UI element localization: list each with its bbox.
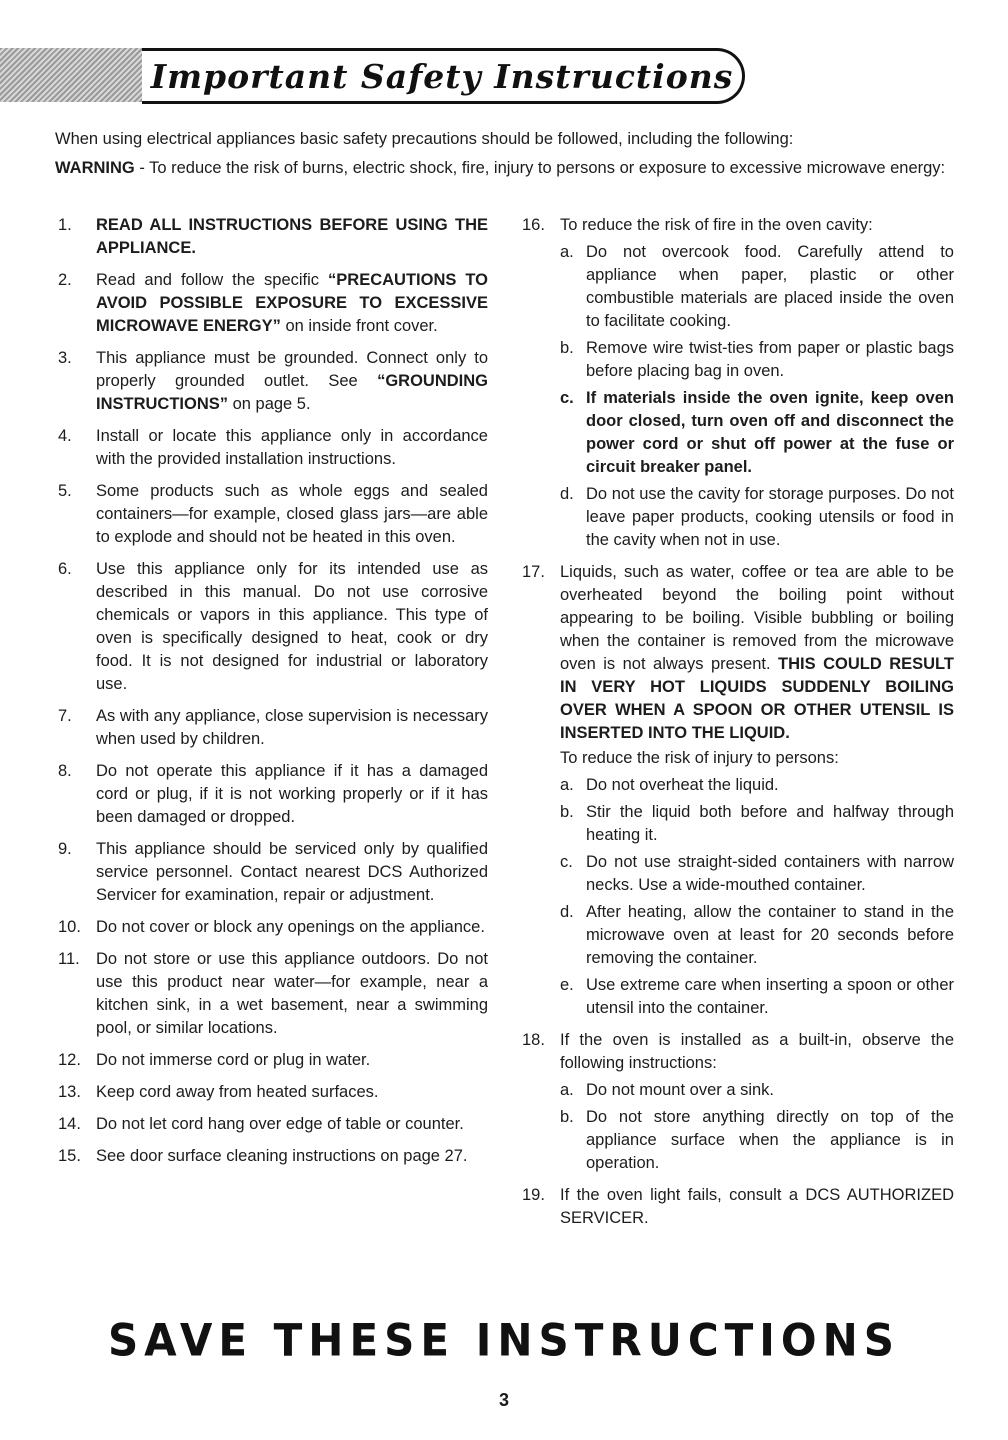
sub-item: b. Stir the liquid both before and halfway through heating it. (560, 803, 954, 844)
list-item: 14. Do not let cord hang over edge of table or counter. (58, 1115, 464, 1133)
sub-item: c. If materials inside the oven ignite, keep oven door closed, turn oven off and disconnect the power cord or shut off power at the fuse or circuit breaker panel. (560, 389, 954, 476)
right-column (522, 214, 954, 1239)
intro (55, 128, 960, 186)
list-item: 19. If the oven light fails, consult a DCS AUTHORIZED SERVICER. (522, 1186, 954, 1227)
list-item: 11. Do not store or use this appliance outdoors. Do not use this product near water—for example, near a kitchen sink, in a wet basement, near a swimming pool, or similar locations. (58, 950, 488, 1037)
list-item: 9. This appliance should be serviced only by qualified service personnel. Contact nearest DCS Authorized Servicer for examination, repair or adjustment. (58, 840, 488, 904)
page-header (0, 40, 780, 108)
intro-line: When using electrical appliances basic safety precautions should be followed, including the following: (55, 130, 794, 148)
list-item: 10. Do not cover or block any openings on the appliance. (58, 918, 485, 936)
list-item: 17. Liquids, such as water, coffee or tea are able to be overheated beyond the boiling point without appearing to be boiling. Visible bubbling or boiling when the container is removed from the microwave oven is not always present. THIS COULD RESULT IN VERY HOT LIQUIDS SUDDENLY BOILING OVER WHEN A SPOON OR OTHER UTENSIL IS INSERTED INTO THE LIQUID. To reduce the risk of injury to persons: a. Do not overheat the liquid. b. Stir the liquid both before and halfway through heating it. c. Do not use straight-sided containers with narrow necks. Use a wide-mouthed container. d. After heating, allow the container to stand in the microwave oven at least for 20 seconds before removing the container. e. Use extreme care when inserting a spoon or other utensil into the container. (522, 561, 954, 1020)
warning-label: WARNING (55, 159, 135, 177)
sub-item: b. Do not store anything directly on top of the appliance surface when the appliance is in operation. (560, 1108, 954, 1172)
list-item: 13. Keep cord away from heated surfaces. (58, 1083, 379, 1101)
list-item: 12. Do not immerse cord or plug in water. (58, 1051, 371, 1069)
list-item: 2. Read and follow the specific “PRECAUTIONS TO AVOID POSSIBLE EXPOSURE TO EXCESSIVE MICROWAVE ENERGY” on inside front cover. (58, 271, 488, 335)
warning-text: - To reduce the risk of burns, electric shock, fire, injury to persons or exposure to excessive microwave energy: (134, 159, 946, 177)
list-item: 1. READ ALL INSTRUCTIONS BEFORE USING THE APPLIANCE. (58, 216, 488, 257)
header-title-box (142, 48, 745, 104)
list-item: 5. Some products such as whole eggs and sealed containers—for example, closed glass jars—are able to explode and should not be heated in this oven. (58, 482, 488, 546)
list-item: 15. See door surface cleaning instructions on page 27. (58, 1147, 468, 1165)
sub-item: d. Do not use the cavity for storage purposes. Do not leave paper products, cooking utensils or food in the cavity when not in use. (560, 485, 954, 549)
page-title: Important Safety Instructions (150, 56, 734, 96)
save-instructions-banner: SAVE THESE INSTRUCTIONS (107, 1314, 901, 1367)
sub-item: a. Do not overheat the liquid. (560, 776, 779, 794)
list-item: 6. Use this appliance only for its intended use as described in this manual. Do not use corrosive chemicals or vapors in this appliance. This type of oven is specifically designed to heat, cook or dry food. It is not designed for industrial or laboratory use. (58, 560, 488, 693)
list-item: 3. This appliance must be grounded. Connect only to properly grounded outlet. See “GROUNDING INSTRUCTIONS” on page 5. (58, 349, 488, 413)
sub-item: e. Use extreme care when inserting a spoon or other utensil into the container. (560, 976, 954, 1017)
sub-item: a. Do not mount over a sink. (560, 1081, 775, 1099)
list-item: 8. Do not operate this appliance if it has a damaged cord or plug, if it is not working properly or if it has been damaged or dropped. (58, 762, 488, 826)
warning-paragraph (55, 157, 960, 179)
sub-item: b. Remove wire twist-ties from paper or plastic bags before placing bag in oven. (560, 339, 954, 380)
list-item: 7. As with any appliance, close supervision is necessary when used by children. (58, 707, 488, 748)
header-stripe-decoration (0, 48, 142, 102)
left-column (58, 214, 488, 1177)
sub-item: c. Do not use straight-sided containers with narrow necks. Use a wide-mouthed container. (560, 853, 954, 894)
list-item: 4. Install or locate this appliance only in accordance with the provided installation instructions. (58, 427, 488, 468)
sub-item: d. After heating, allow the container to stand in the microwave oven at least for 20 seconds before removing the container. (560, 903, 954, 967)
sub-item: a. Do not overcook food. Carefully attend to appliance when paper, plastic or other combustible materials are placed inside the oven to facilitate cooking. (560, 243, 954, 330)
list-item: 18. If the oven is installed as a built-in, observe the following instructions: a. Do not mount over a sink. b. Do not store anything directly on top of the appliance surface when the appliance is in operation. (522, 1029, 954, 1175)
list-item: 16. To reduce the risk of fire in the oven cavity: a. Do not overcook food. Carefully attend to appliance when paper, plastic or other combustible materials are placed inside the oven to facilitate cooking. b. Remove wire twist-ties from paper or plastic bags before placing bag in oven. c. If materials inside the oven ignite, keep oven door closed, turn oven off and disconnect the power cord or shut off power at the fuse or circuit breaker panel. d. Do not use the cavity for storage purposes. Do not leave paper products, cooking utensils or food in the cavity when not in use. (522, 214, 954, 552)
page-number: 3 (498, 1390, 509, 1410)
